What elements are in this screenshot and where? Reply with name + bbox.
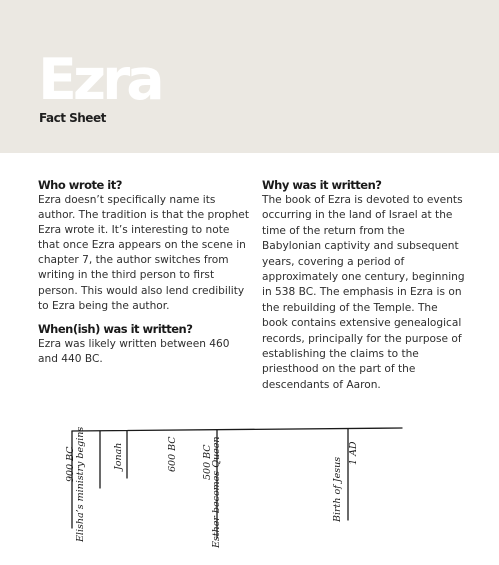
page-subtitle: Fact Sheet xyxy=(39,111,106,125)
when-written-heading: When(ish) was it written? xyxy=(38,321,193,336)
right-column xyxy=(262,178,466,393)
who-wrote-body: Ezra doesn’t specifically name its author. The tradition is that the prophet Ezra wrote it. It’s interesting to note that once Ezra appears on the scene in chapter 7, the author switches from writing in the third person to first person. This would also lend credibility to Ezra being the author. xyxy=(38,194,249,312)
label-jesus: Birth of Jesus xyxy=(332,456,343,522)
label-jonah: Jonah xyxy=(113,442,124,470)
why-written-heading: Why was it written? xyxy=(262,178,382,192)
hand-drawn-timeline xyxy=(0,420,499,565)
label-600bc: 600 BC xyxy=(167,436,178,472)
label-500bc: 500 BC xyxy=(202,444,213,480)
header-band xyxy=(0,0,499,153)
when-written-body: Ezra was likely written between 460 and 440 BC. xyxy=(38,337,230,365)
left-column xyxy=(38,178,252,367)
who-wrote-heading: Who wrote it? xyxy=(38,178,122,192)
timeline-axis xyxy=(72,428,402,431)
label-1ad: 1 AD xyxy=(348,441,359,465)
label-900bc: 900 BC xyxy=(65,446,76,482)
label-esther: Esther becomes Queen xyxy=(211,436,222,548)
label-elisha: Elisha’s ministry begins xyxy=(75,426,86,542)
page-title: Ezra xyxy=(38,47,161,113)
why-written-body: The book of Ezra is devoted to events occurring in the land of Israel at the time of the return from the Babylonian captivity and subsequent years, covering a period of approximately one century, beginning in 538 BC. The emphasis in Ezra is on the rebuilding of the Temple. The book contains extensive genealogical records, principally for the purpose of establishing the claims to the priesthood on the part of the descendants of Aaron. xyxy=(262,194,465,391)
